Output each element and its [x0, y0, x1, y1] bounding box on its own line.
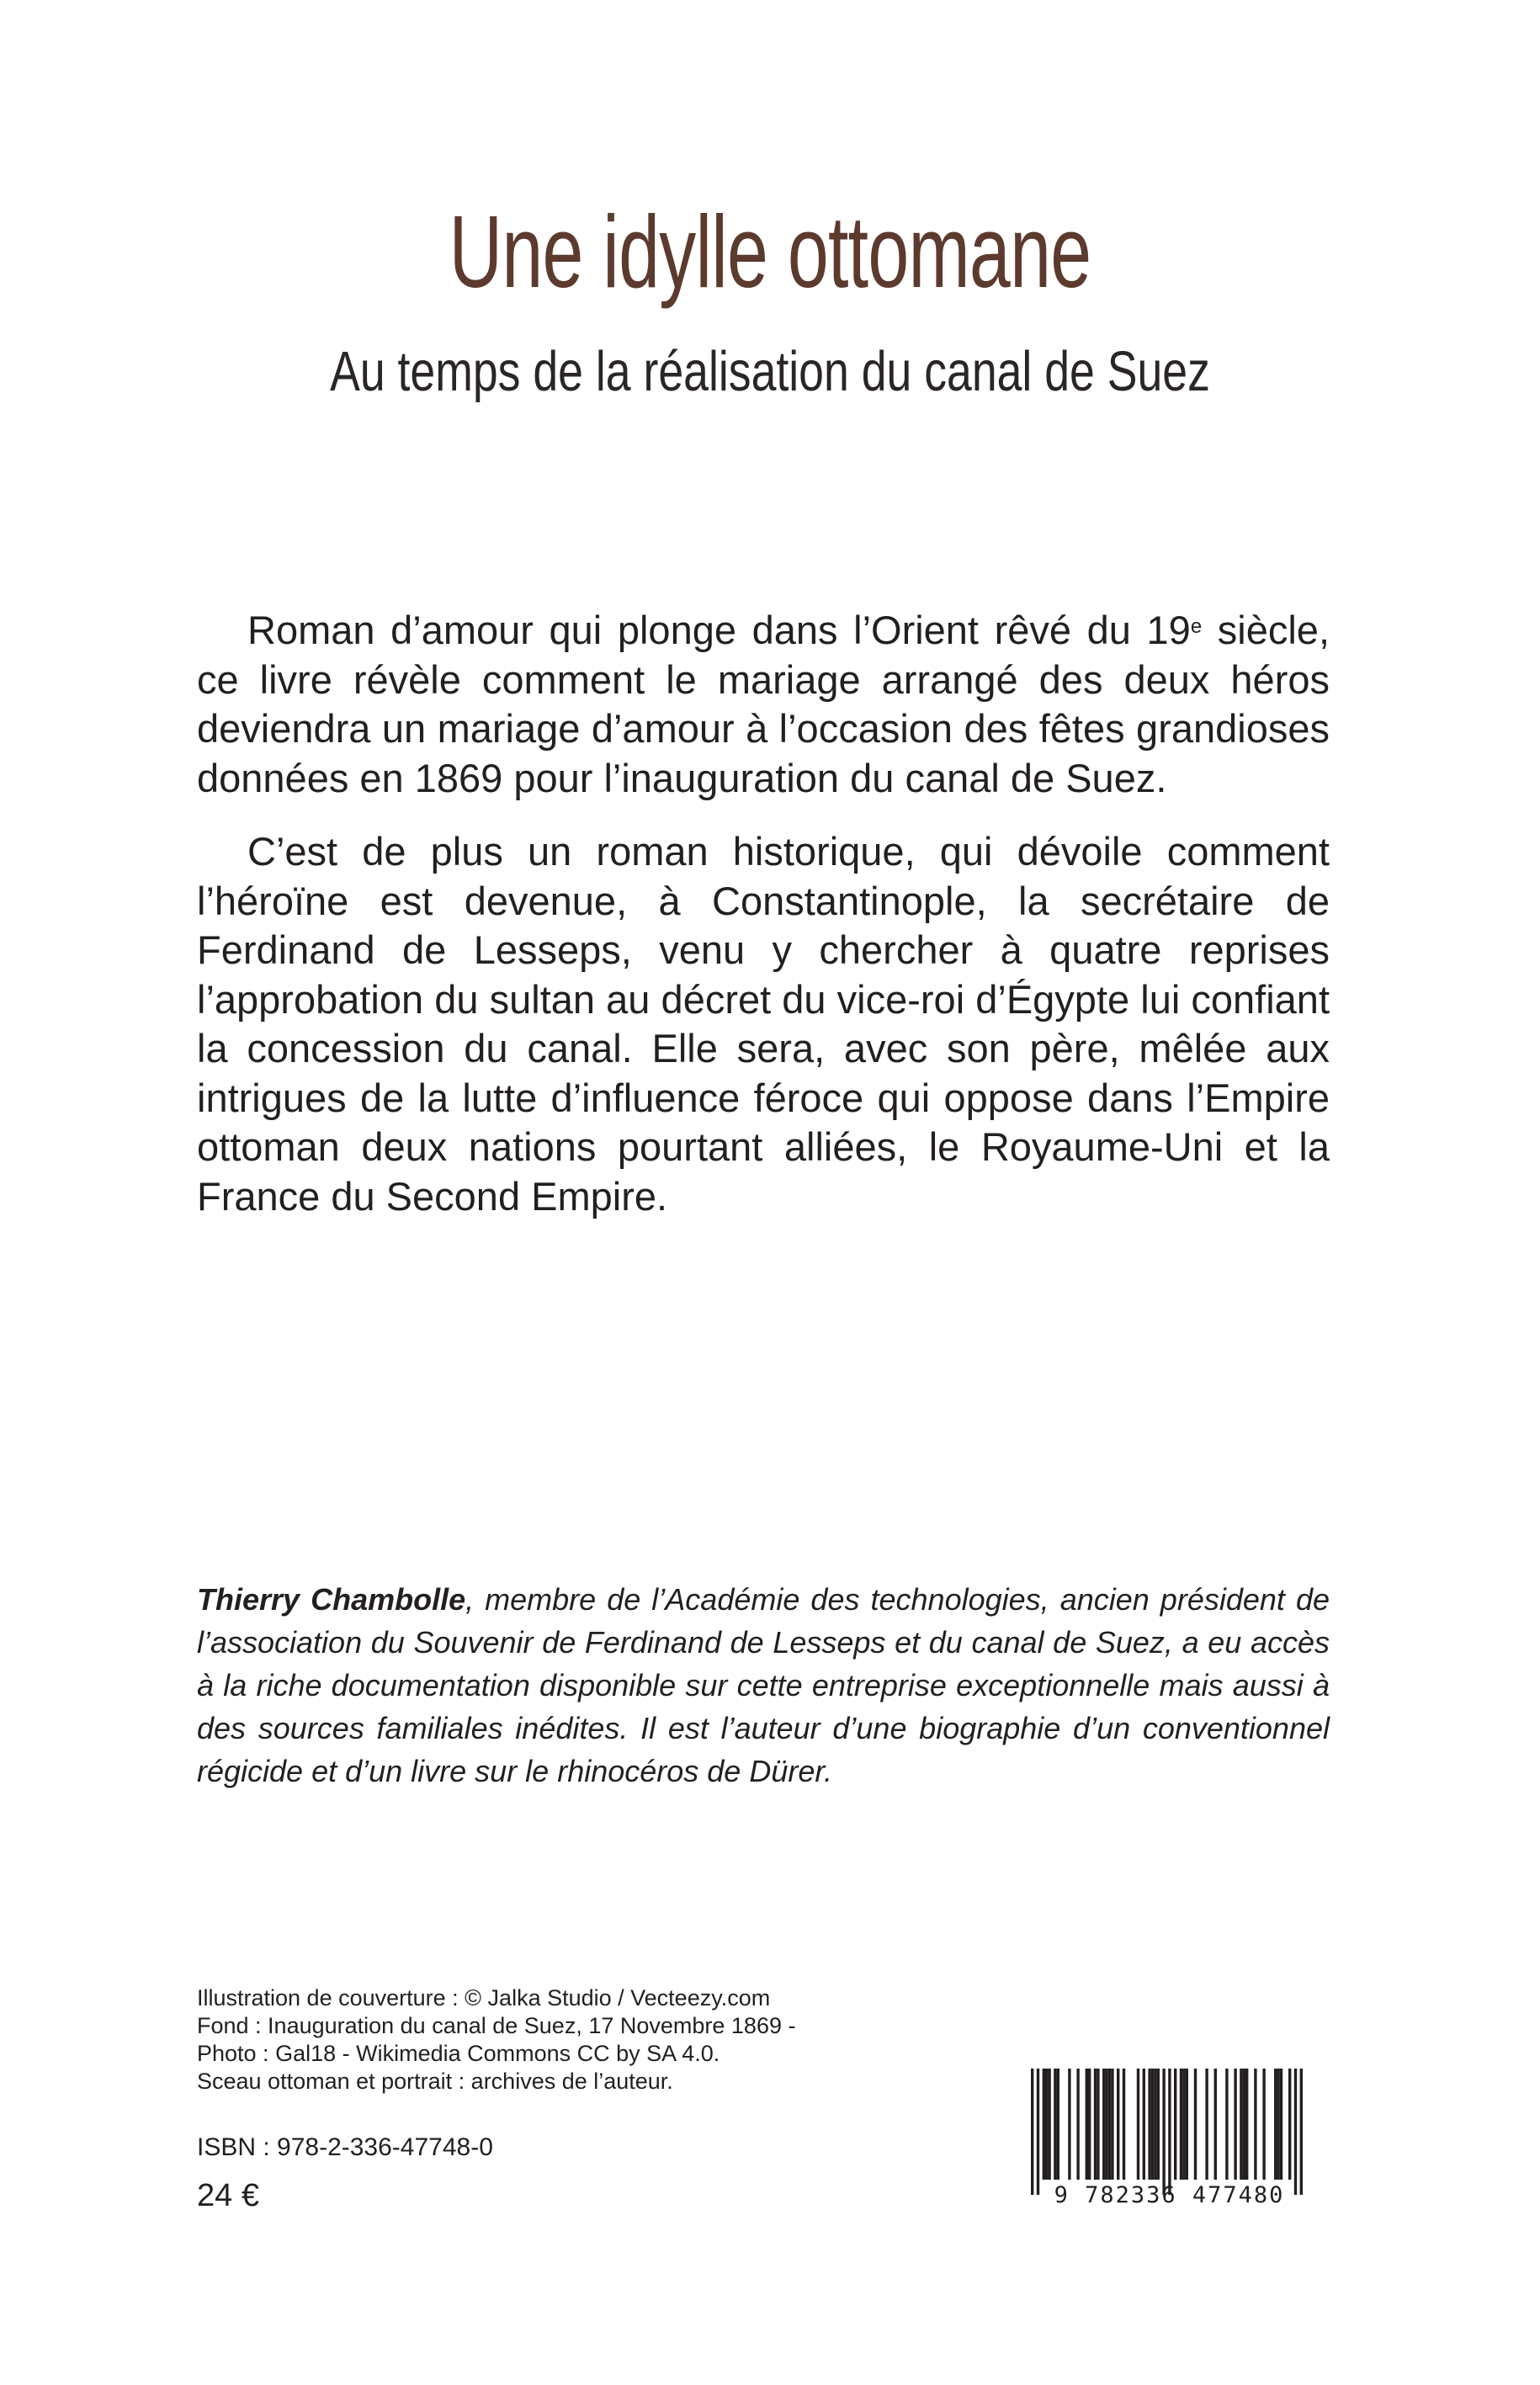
barcode-bar [1094, 2069, 1097, 2180]
barcode-bar [1143, 2069, 1145, 2180]
barcode-bar [1137, 2069, 1139, 2180]
barcode-bar [1086, 2069, 1088, 2180]
isbn: ISBN : 978-2-336-47748-0 [197, 2133, 493, 2161]
barcode-bar [1088, 2069, 1091, 2180]
author-bio: Thierry Chambolle, membre de l’Académie des technologies, ancien président de l’association du Souvenir de Ferdinand de Lesseps et du canal de Suez, a eu accès à la riche documentation disponible sur cette entreprise exceptionnelle mais aussi à des sources familiales inédites. Il est l’auteur d’une biographie d’un conventionnel régicide et d’un livre sur le rhinocéros de Dürer. [197, 1582, 1330, 1788]
barcode-bar [1068, 2069, 1070, 2180]
barcode-bar [1254, 2069, 1256, 2180]
barcode-bar [1031, 2069, 1033, 2195]
barcode-bar [1294, 2069, 1297, 2195]
author-name: Thierry Chambolle [197, 1582, 466, 1617]
barcode-bar [1225, 2069, 1228, 2180]
barcode-bar [1151, 2069, 1154, 2180]
barcode-bar [1045, 2069, 1048, 2180]
barcode-bar [1245, 2069, 1248, 2180]
barcode-bar [1048, 2069, 1050, 2180]
barcode-digits: 9 782336 477480 [1054, 2182, 1285, 2208]
book-title: Une idylle ottomane [449, 194, 1091, 309]
barcode-bar [1205, 2069, 1208, 2180]
barcode-bar [1277, 2069, 1279, 2180]
barcode-bar [1280, 2069, 1282, 2180]
barcode-bar [1057, 2069, 1059, 2180]
barcode-bar [1274, 2069, 1277, 2180]
summary-paragraph-2: C’est de plus un roman historique, qui dévoile comment l’héroïne est devenue, à Constantinople, la secrétaire de Ferdinand de Lesseps, venu y chercher à quatre reprises l’approbation du sultan au décret du vice-roi d’Égypte lui confiant la concession du canal. Elle sera, avec son père, mêlée aux intrigues de la lutte d’influence féroce qui oppose dans l’Empire ottoman deux nations pourtant alliées, le Royaume-Uni et la France du Second Empire. [197, 829, 1330, 1219]
barcode-bar [1037, 2069, 1039, 2195]
image-credits [197, 1984, 921, 2096]
barcode-bar [1194, 2069, 1197, 2180]
credit-line: Illustration de couverture : © Jalka Studio / Vecteezy.com [197, 1985, 771, 2011]
barcode-bar [1300, 2069, 1303, 2195]
book-subtitle: Au temps de la réalisation du canal de Suez [330, 340, 1210, 403]
barcode-bar [1288, 2069, 1291, 2180]
barcode-bar [1243, 2069, 1245, 2180]
barcode-bar [1186, 2069, 1188, 2180]
barcode-bar [1102, 2069, 1105, 2180]
barcode-bar [1076, 2069, 1079, 2180]
barcode-bar [1054, 2069, 1056, 2180]
price: 24 € [197, 2178, 259, 2213]
barcode-bar [1043, 2069, 1045, 2180]
barcode-bar [1180, 2069, 1182, 2180]
barcode-bar [1105, 2069, 1107, 2180]
credit-line: Photo : Gal18 - Wikimedia Commons CC by SA 4.0. [197, 2041, 720, 2066]
barcode-bar [1162, 2069, 1165, 2195]
barcode-bar [1108, 2069, 1111, 2180]
barcode-bar [1117, 2069, 1119, 2180]
barcode-bar [1111, 2069, 1113, 2180]
barcode-bar [1240, 2069, 1242, 2180]
barcode-bar [1262, 2069, 1265, 2180]
barcode-bar [1174, 2069, 1176, 2180]
barcode-bar [1157, 2069, 1160, 2180]
barcode-bar [1214, 2069, 1217, 2180]
barcode-bar [1123, 2069, 1125, 2180]
credit-line: Fond : Inauguration du canal de Suez, 17 Novembre 1869 - [197, 2013, 796, 2038]
barcode-bar [1097, 2069, 1099, 2180]
summary-paragraph-1: Roman d’amour qui plonge dans l’Orient rêvé du 19e siècle, ce livre révèle comment le mariage arrangé des deux héros deviendra un mariage d’amour à l’occasion des fêtes grandioses données en 1869 pour l’inauguration du canal de Suez. [197, 608, 1330, 800]
barcode-bar [1154, 2069, 1156, 2180]
barcode-bar [1168, 2069, 1171, 2195]
barcode-bar [1148, 2069, 1150, 2180]
barcode-bar [1182, 2069, 1185, 2180]
summary-text [197, 606, 1330, 1246]
credit-line: Sceau ottoman et portrait : archives de l’auteur. [197, 2069, 673, 2094]
barcode-bar [1234, 2069, 1236, 2180]
